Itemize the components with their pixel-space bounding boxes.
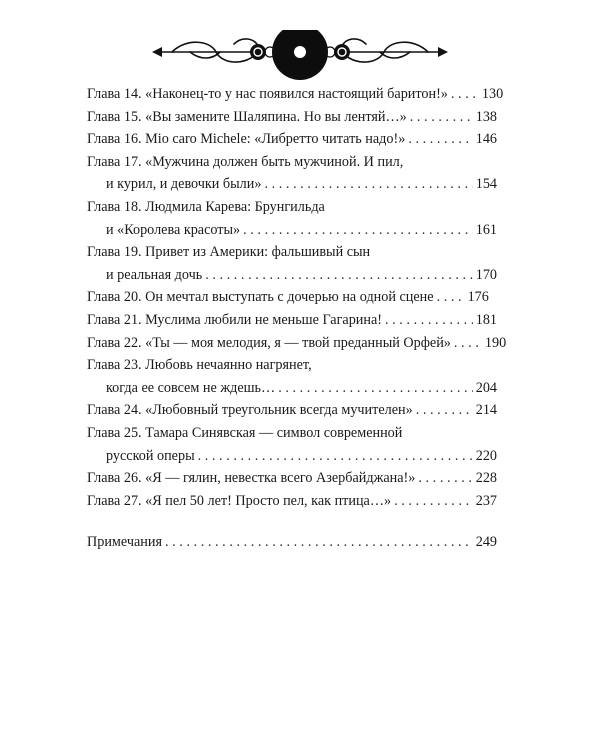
toc-title: Глава 19. Привет из Америки: фальшивый сын [87, 244, 371, 261]
toc-page: 181 [475, 311, 497, 328]
toc-title-continued: и курил, и девочки были» [106, 176, 262, 193]
toc-title: Глава 16. Mio caro Michele: «Либретто читать надо!» [87, 131, 406, 148]
toc-page: 214 [475, 402, 497, 419]
toc-title: Глава 24. «Любовный треугольник всегда мучителен» [87, 402, 413, 419]
toc-entry-26[interactable] [87, 467, 497, 490]
toc-title: Глава 14. «Наконец-то у нас появился настоящий баритон!» [87, 86, 448, 102]
toc-title: Глава 27. «Я пел 50 лет! Просто пел, как птица…» [87, 492, 392, 509]
toc-title: Глава 18. Людмила Карева: Брунгильда [87, 198, 325, 215]
toc-page: 249 [475, 534, 497, 551]
toc-entry-27[interactable] [87, 490, 497, 513]
toc-entry-16[interactable] [87, 128, 497, 151]
toc-entry-15[interactable] [87, 106, 497, 129]
toc-entry-19[interactable] [87, 241, 497, 286]
toc-page: 204 [475, 379, 497, 396]
toc-entry-14[interactable] [87, 83, 504, 106]
toc-page: 190 [484, 334, 507, 351]
toc-entry-notes[interactable] [87, 531, 497, 554]
toc-page: 176 [467, 289, 489, 306]
toc-entry-23[interactable] [87, 354, 497, 399]
toc-entry-20[interactable] [87, 286, 497, 309]
toc-page: 220 [475, 447, 497, 464]
toc-entry-25[interactable] [87, 422, 497, 467]
toc-title: Глава 15. «Вы замените Шаляпина. Но вы лентяй…» [87, 108, 407, 125]
toc-title: Глава 25. Тамара Синявская — символ современной [87, 424, 403, 441]
toc-page: 146 [475, 131, 497, 148]
toc-page: 130 [481, 86, 504, 102]
toc-title: Глава 26. «Я — гялин, невестка всего Азербайджана!» [87, 470, 416, 487]
toc-title: Глава 17. «Мужчина должен быть мужчиной. И пил, [87, 153, 404, 170]
toc-title: Глава 23. Любовь нечаянно нагрянет, [87, 357, 312, 374]
toc-page: 228 [475, 470, 497, 487]
toc-page: 161 [475, 221, 497, 238]
toc-title: Глава 20. Он мечтал выступать с дочерью на одной сцене [87, 289, 434, 306]
toc-entry-24[interactable] [87, 399, 497, 422]
toc-entry-22[interactable] [87, 332, 507, 355]
toc-entry-17[interactable] [87, 151, 497, 196]
toc-title: Глава 21. Муслима любили не меньше Гагарина! [87, 311, 383, 328]
toc-page: 154 [475, 176, 497, 193]
toc-page: 237 [475, 492, 497, 509]
toc-title: Глава 22. «Ты — моя мелодия, я — твой преданный Орфей» [87, 334, 451, 351]
toc-entry-21[interactable] [87, 309, 497, 332]
table-of-contents [87, 83, 507, 554]
toc-title-continued: когда ее совсем не ждешь… [106, 379, 276, 396]
toc-title: Примечания [87, 534, 162, 551]
toc-title-continued: и «Королева красоты» [106, 221, 241, 238]
toc-page: 170 [475, 266, 497, 283]
toc-entry-18[interactable] [87, 196, 497, 241]
toc-title-continued: и реальная дочь [106, 266, 203, 283]
toc-page: 138 [475, 108, 497, 125]
toc-title-continued: русской оперы [106, 447, 195, 464]
